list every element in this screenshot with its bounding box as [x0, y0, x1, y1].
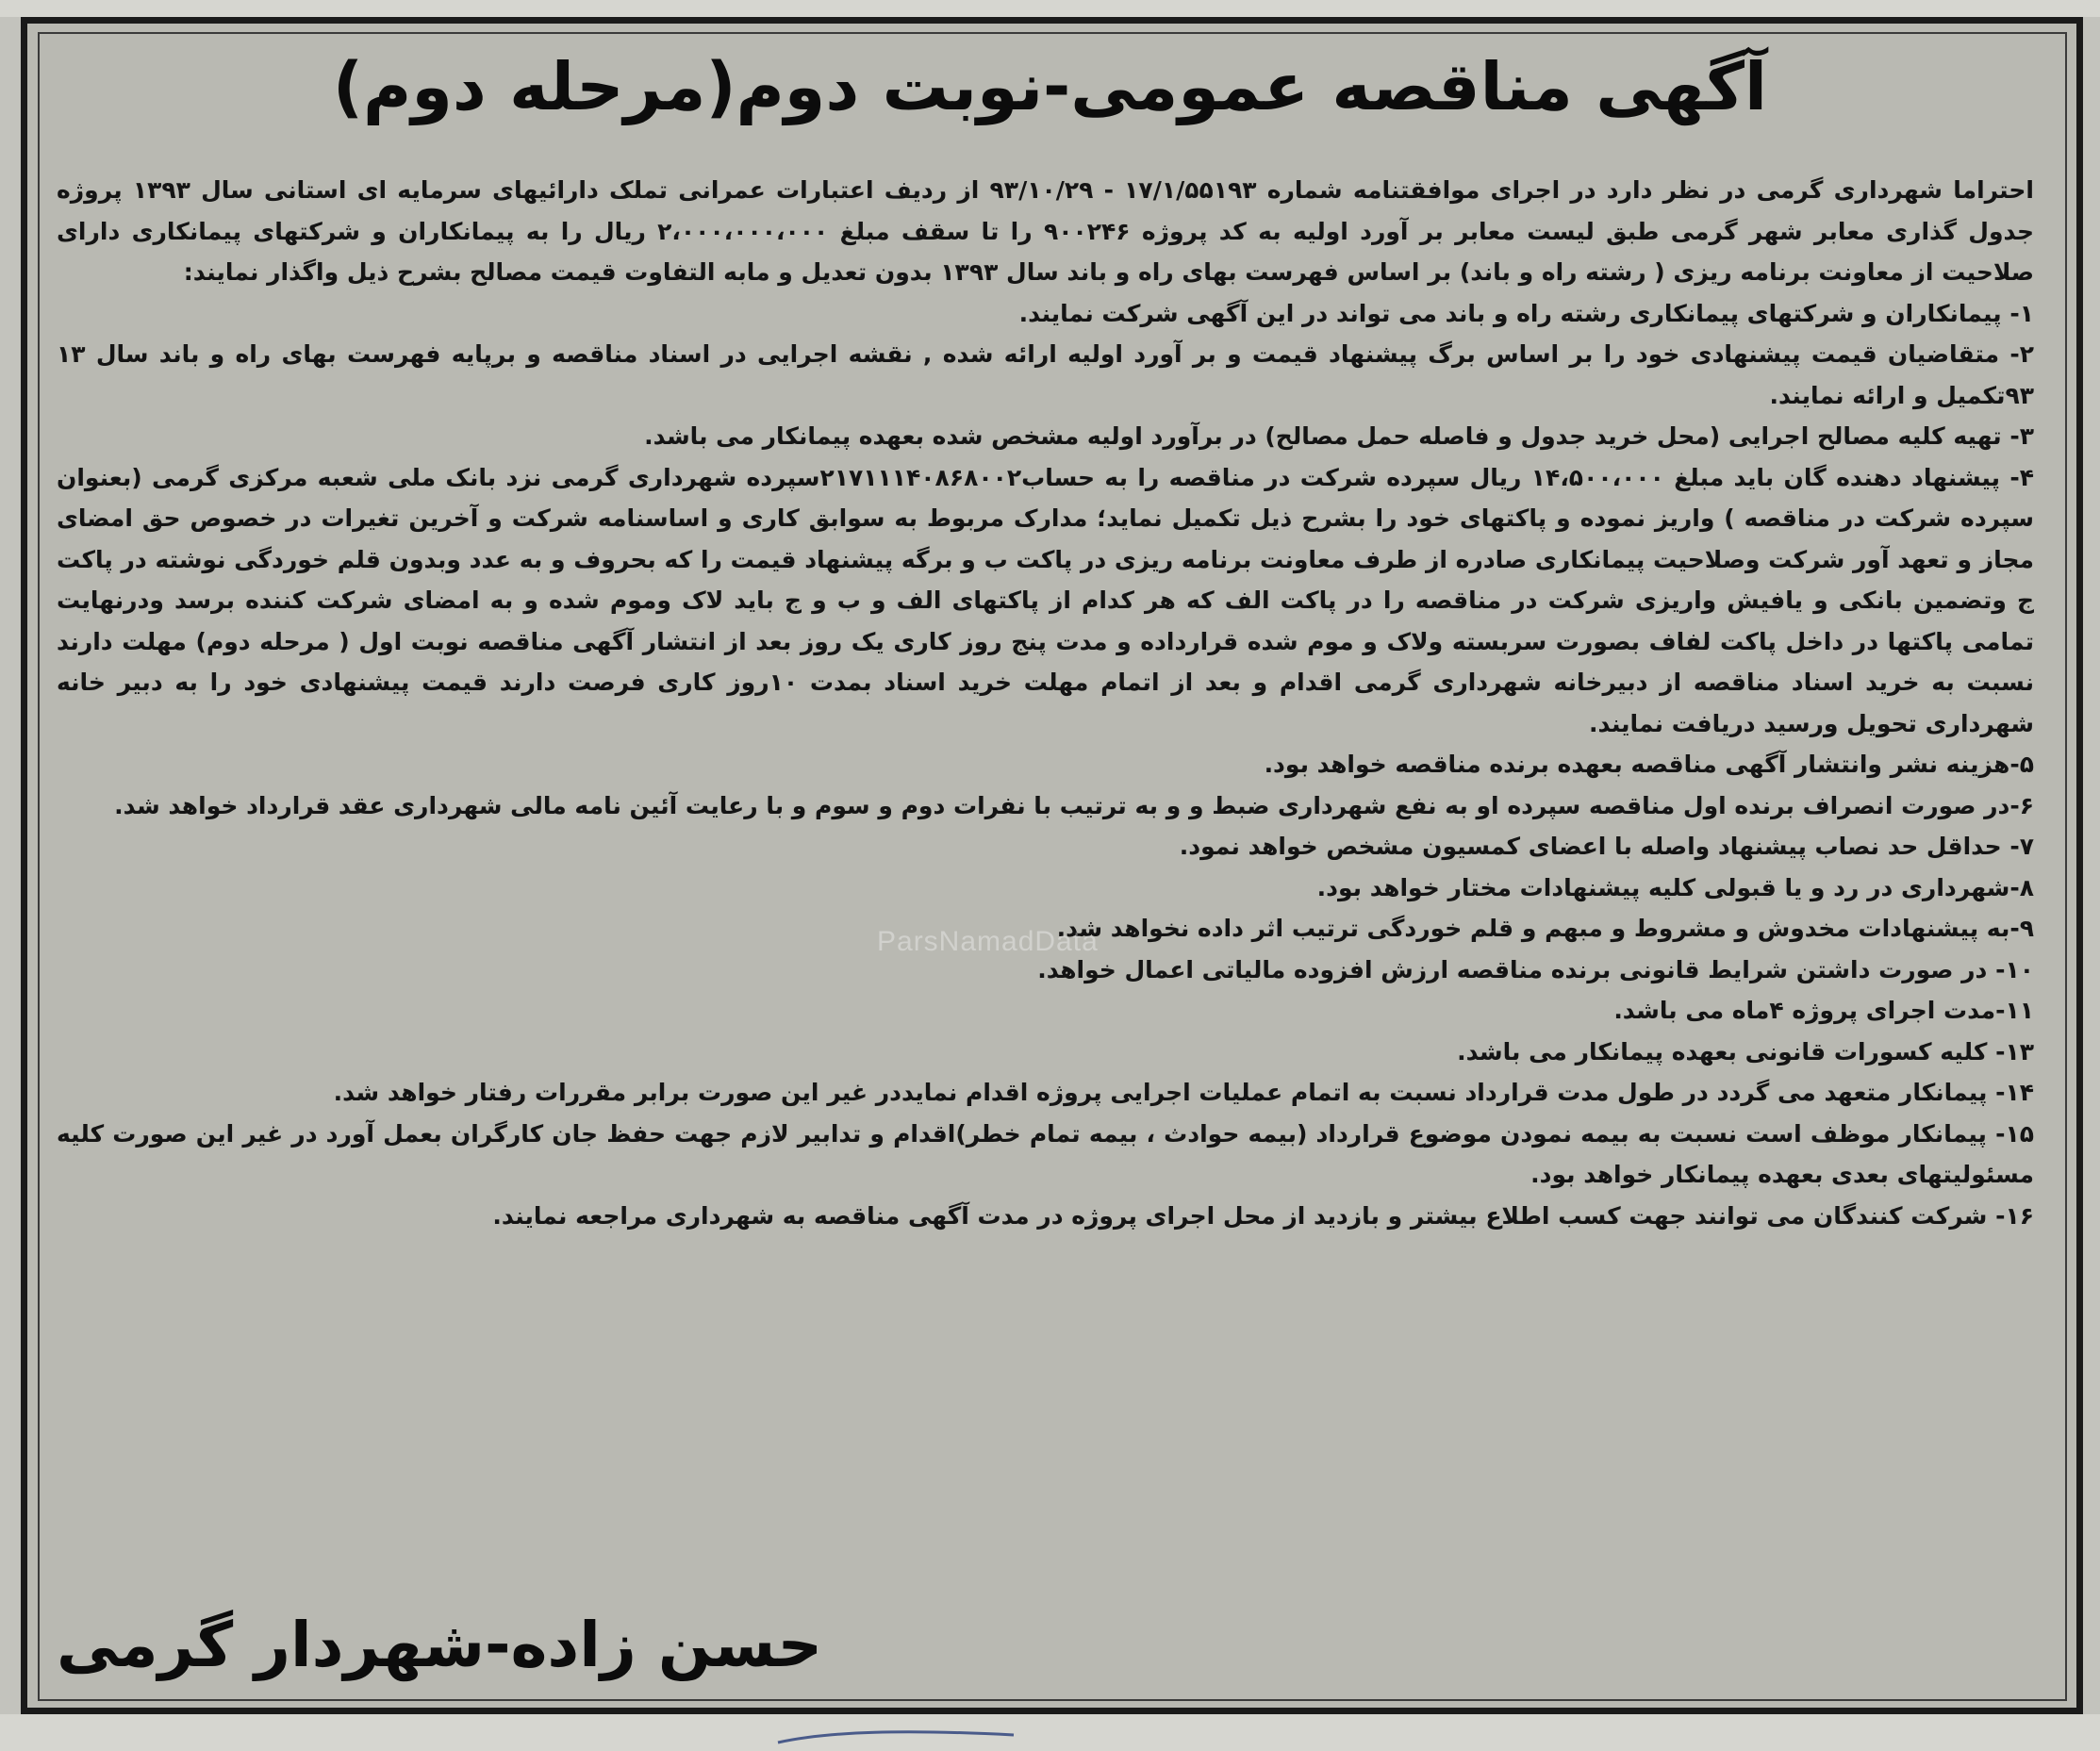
- notice-body: [57, 170, 2034, 1236]
- notice-intro: احتراما شهرداری گرمی در نظر دارد در اجرای موافقتنامه شماره ۱۷/۱/۵۵۱۹۳ - ۹۳/۱۰/۲۹ از ردیف اعتبارات عمرانی تملک دارائیهای سرمایه ای استانی سال ۱۳۹۳ پروژه جدول گذاری معابر شهر گرمی طبق لیست معابر بر آورد اولیه به کد پروژه ۹۰۰۲۴۶ را تا سقف مبلغ ۲،۰۰۰،۰۰۰،۰۰۰ ریال را به پیمانکاران و شرکتهای پیمانکاری دارای صلاحیت از معاونت برنامه ریزی ( رشته راه و باند) بر اساس فهرست بهای راه و باند سال ۱۳۹۳ بدون تعدیل و مابه التفاوت قیمت مصالح بشرح ذیل واگذار نمایند:: [57, 176, 2035, 286]
- notice-item-13: ۱۳- کلیه کسورات قانونی بعهده پیمانکار می باشد.: [1457, 1037, 2034, 1065]
- notice-item-2: ۲- متقاضیان قیمت پیشنهادی خود را بر اساس برگ پیشنهاد قیمت و بر آورد اولیه ارائه شده , نقشه اجرایی در اسناد مناقصه و برپایه فهرست بهای راه و باند سال ۱۳ ۹۳تکمیل و ارائه نمایند.: [57, 340, 2034, 409]
- notice-item-11: ۱۱-مدت اجرای پروژه ۴ماه می باشد.: [1613, 997, 2034, 1024]
- signature: حسن زاده-شهردار گرمی: [57, 1609, 823, 1681]
- notice-item-9: ۹-به پیشنهادات مخدوش و مشروط و مبهم و قلم خوردگی ترتیب اثر داده نخواهد شد.: [1056, 915, 2034, 942]
- notice-item-6: ۶-در صورت انصراف برنده اول مناقصه سپرده او به نفع شهرداری ضبط و و به ترتیب با نفرات دوم و سوم و با رعایت آئین نامه مالی شهرداری عقد قرارداد خواهد شد.: [114, 791, 2034, 819]
- notice-item-15: ۱۵- پیمانکار موظف است نسبت به بیمه نمودن موضوع قرارداد (بیمه حوادث ، بیمه تمام خطر)اقدام و تدابیر لازم جهت حفظ جان کارگران بعمل آورد در غیر این صورت کلیه مسئولیتهای بعدی بعهده پیمانکار خواهد بود.: [57, 1119, 2034, 1188]
- notice-item-10: ۱۰- در صورت داشتن شرایط قانونی برنده مناقصه ارزش افزوده مالیاتی اعمال خواهد.: [1037, 955, 2034, 983]
- notice-item-7: ۷- حداقل حد نصاب پیشنهاد واصله با اعضای کمسیون مشخص خواهد نمود.: [1179, 833, 2034, 860]
- notice-item-4: ۴- پیشنهاد دهنده گان باید مبلغ ۱۴،۵۰۰،۰۰۰ ریال سپرده شرکت در مناقصه را به حساب۲۱۷۱۱۱۴۰۸۶۸۰۰۲سپرده شهرداری گرمی نزد بانک ملی شعبه مرکزی گرمی (بعنوان سپرده شرکت در مناقصه ) واریز نموده و پاکتهای خود را بشرح ذیل تکمیل نماید؛ مدارک مربوط به سوابق کاری و اساسنامه شرکت و آخرین تغیرات در خصوص حق امضای مجاز و تعهد آور شرکت وصلاحیت پیمانکاری صادره از طرف معاونت برنامه ریزی در پاکت ب و برگه پیشنهاد قیمت را که بحروف و به عدد وبدون قلم خوردگی نوشته در پاکت ج وتضمین بانکی و یافیش واریزی شرکت در مناقصه را در پاکت الف که هر کدام از پاکتهای الف و ب و ج باید لاک وموم شده و به امضای شرکت کننده برسد ودرنهایت تمامی پاکتها در داخل پاکت لفاف بصورت سربسته ولاک و موم شده قرارداده و مدت پنج روز کاری یک روز بعد از انتشار آگهی مناقصه نوبت اول ( مرحله دوم) مهلت دارند نسبت به خرید اسناد مناقصه از دبیرخانه شهرداری گرمی اقدام و بعد از اتمام مهلت خرید اسناد بمدت ۱۰روز کاری فرصت دارند قیمت پیشنهادی خود را به دبیر خانه شهرداری تحویل ورسید دریافت نمایند.: [57, 463, 2034, 737]
- notice-item-14: ۱۴- پیمانکار متعهد می گردد در طول مدت قرارداد نسبت به اتمام عملیات اجرایی پروژه اقدام نمایددر غیر این صورت برابر مقررات رفتار خواهد شد.: [333, 1079, 2034, 1106]
- notice-item-1: ۱- پیمانکاران و شرکتهای پیمانکاری رشته راه و باند می تواند در این آگهی شرکت نمایند.: [1018, 299, 2034, 327]
- watermark: ParsNamadData: [877, 926, 1099, 957]
- notice-title: آگهی مناقصه عمومی-نوبت دوم(مرحله دوم): [333, 48, 1767, 125]
- notice-item-16: ۱۶- شرکت کنندگان می توانند جهت کسب اطلاع بیشتر و بازدید از محل اجرای پروژه در مدت آگهی مناقصه به شهرداری مراجعه نمایند.: [492, 1201, 2034, 1230]
- page-edge-top: [0, 0, 2100, 17]
- page-edge-bottom: [0, 1714, 2100, 1751]
- notice-item-5: ۵-هزینه نشر وانتشار آگهی مناقصه بعهده برنده مناقصه خواهد بود.: [1264, 751, 2034, 778]
- pen-stroke-mark: [773, 1722, 1018, 1750]
- notice-item-8: ۸-شهرداری در رد و یا قبولی کلیه پیشنهادات مختار خواهد بود.: [1316, 873, 2034, 901]
- notice-item-3: ۳- تهیه کلیه مصالح اجرایی (محل خرید جدول و فاصله حمل مصالح) در برآورد اولیه مشخص شده بعهده پیمانکار می باشد.: [644, 422, 2034, 450]
